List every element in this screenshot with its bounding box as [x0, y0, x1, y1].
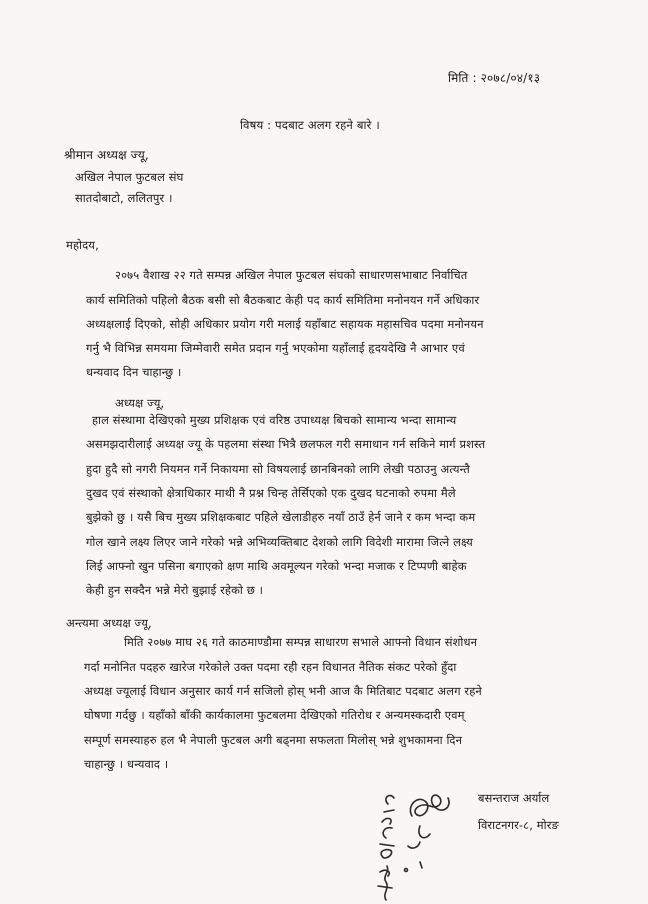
- paragraph-line: केही हुन सक्दैन भन्ने मेरो बुझाई रहेको छ ।: [86, 583, 264, 597]
- paragraph-line: गर्दा मनोनित पदहरु खारेज गरेकोले उक्त पदमा रही रहन विधानत नैतिक संकट परेको हुँदा: [84, 660, 457, 674]
- paragraph-line: हाल संस्थामा देखिएको मुख्य प्रशिक्षक एवं वरिष्ठ उपाध्यक्ष बिचको सामान्य भन्दा सामान्य: [92, 413, 457, 427]
- paragraph-line: धन्यवाद दिन चाहान्छु ।: [86, 365, 182, 379]
- paragraph-line: चाहान्छु । धन्यवाद ।: [84, 757, 169, 771]
- paragraph-line: अध्यक्ष ज्यूलाई विधान अनुसार कार्य गर्न सजिलो होस् भनी आज कै मितिबाट पदबाट अलग रहने: [84, 684, 482, 698]
- paragraph-line: असमझदारीलाई अध्यक्ष ज्यू के पहलमा संस्था भित्रै छलफल गरी समाधान गर्न सकिने मार्ग प्रशस्त: [86, 437, 486, 451]
- address-chair: अध्यक्ष ज्यू,: [115, 396, 165, 410]
- paragraph-line: अध्यक्षलाई दिएको, सोही अधिकार प्रयोग गरी मलाई यहाँबाट सहायक महासचिव पदमा मनोनयन: [86, 317, 484, 331]
- paragraph-line: गोल खाने लक्ष्य लिएर जाने गरेको भन्ने अभिव्यक्तिबाट देशको लागि विदेशी मारामा जित्ने लक्ष्य: [86, 535, 473, 549]
- address-closing: अन्त्यमा अध्यक्ष ज्यू,: [66, 616, 152, 630]
- paragraph-line: मिति २०७७ माघ २६ गते काठमाण्डौमा सम्पन्न साधारण सभाले आफ्नो विधान संशोधन: [124, 635, 478, 649]
- recipient-location: सातदोबाटो, ललितपुर ।: [75, 191, 173, 205]
- signatory-name: बसन्तराज अर्याल: [478, 791, 550, 805]
- paragraph-line: २०७५ वैशाख २२ गते सम्पन्न अखिल नेपाल फुटबल संघको साधारणसभाबाट निर्वाचित: [115, 268, 468, 282]
- recipient-title: श्रीमान अध्यक्ष ज्यू,: [64, 148, 149, 162]
- paragraph-line: लिई आफ्नो खुन पसिना बगाएको क्षण माथि अवमूल्यन गरेको भन्दा मजाक र टिप्पणी बाहेक: [86, 559, 467, 573]
- letter-date: मिति : २०७८/०४/१३: [448, 71, 541, 85]
- paragraph-line: सम्पूर्ण समस्याहरु हल भै नेपाली फुटबल अगी बढ्नमा सफलता मिलोस् भन्ने शुभकामना दिन: [84, 733, 463, 747]
- recipient-organization: अखिल नेपाल फुटबल संघ: [75, 170, 184, 184]
- paragraph-line: बुझेको छु । यसै बिच मुख्य प्रशिक्षकबाट पहिले खेलाडीहरु नयाँ ठाउँ हेर्न जाने र कम भन्दा कम: [86, 510, 476, 524]
- handwritten-signature: [360, 776, 470, 904]
- paragraph-line: दुखद एवं संस्थाको क्षेत्राधिकार माथी नै प्रश्न चिन्ह तेर्सिएको एक दुखद घटनाको रुपमा मैले: [86, 486, 456, 500]
- paragraph-line: हुदा हुदै सो नगरी नियमन गर्ने निकायमा सो विषयलाई छानबिनको लागि लेखी पठाउनु अत्यन्तै: [86, 462, 470, 476]
- paragraph-line: घोषणा गर्दछु । यहाँको बाँकी कार्यकालमा फुटबलमा देखिएको गतिरोध र अन्यमस्कदारी एवम्: [84, 708, 465, 722]
- paragraph-line: कार्य समितिको पहिलो बैठक बसी सो बैठकबाट केही पद कार्य समितिमा मनोनयन गर्ने अधिकार: [86, 293, 480, 307]
- letter-subject: विषय : पदबाट अलग रहने बारे ।: [240, 118, 380, 132]
- signatory-address: विराटनगर-८, मोरङ: [478, 818, 559, 832]
- salutation: महोदय,: [66, 238, 99, 252]
- paragraph-line: गर्नु भै विभिन्न समयमा जिम्मेवारी समेत प्रदान गर्नु भएकोमा यहाँलाई हृदयदेखि नै आभार एवं: [86, 341, 465, 355]
